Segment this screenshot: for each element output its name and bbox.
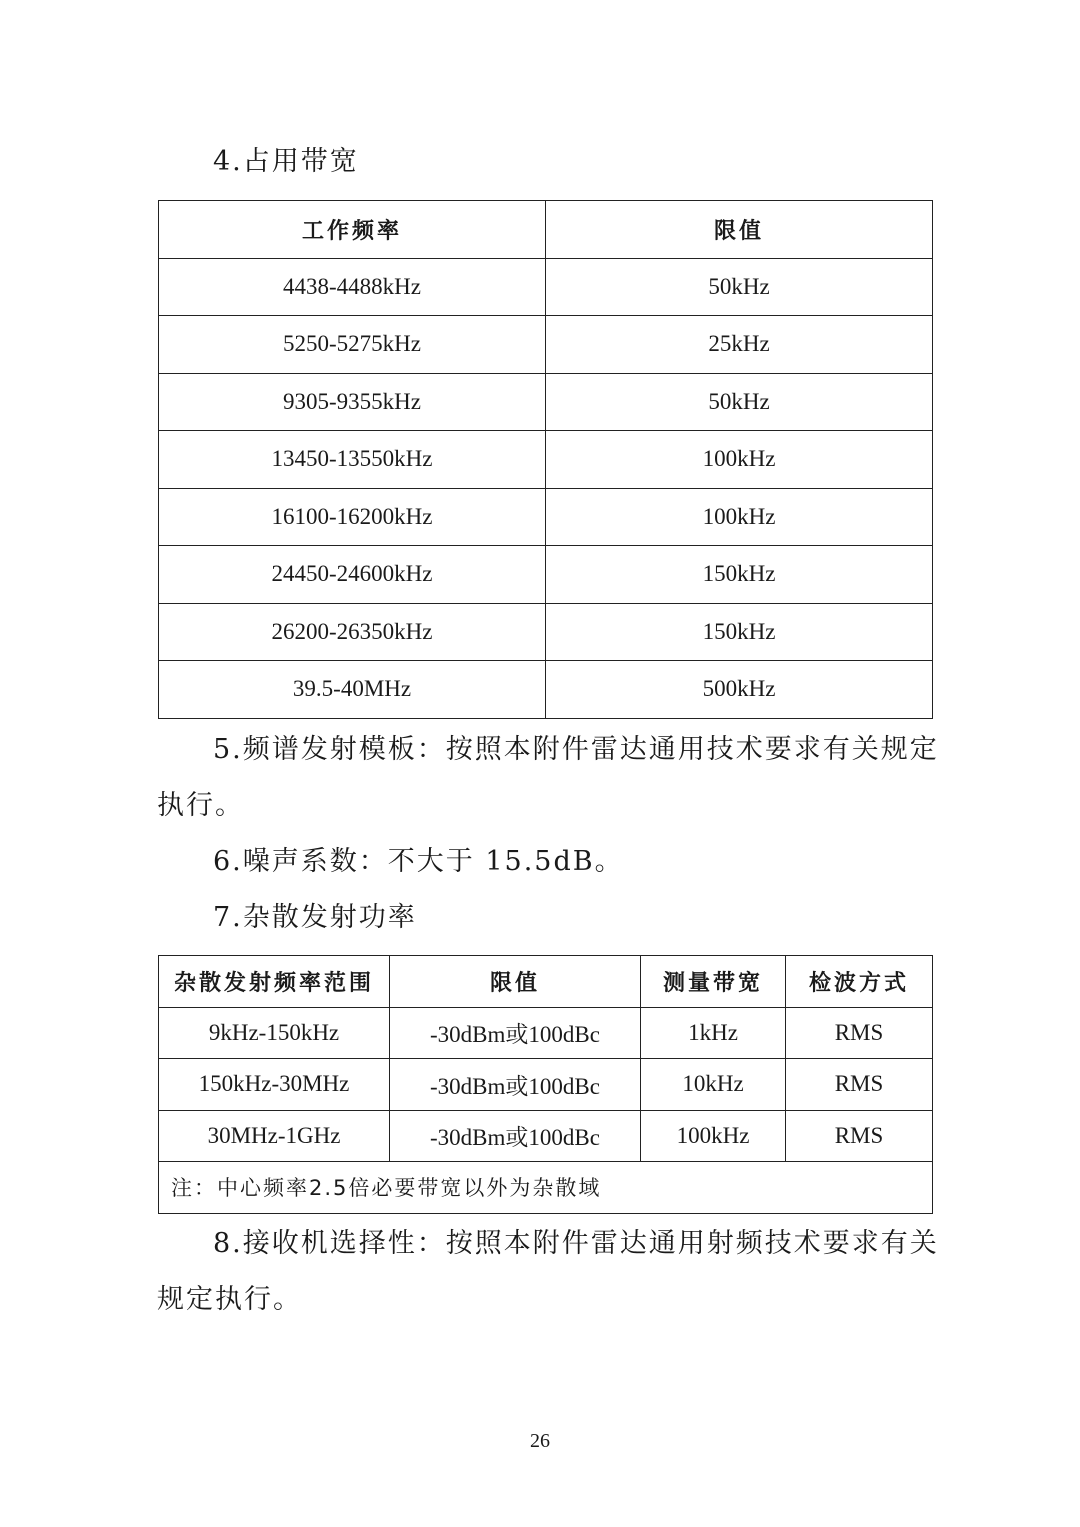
- frequency-cell: 9305-9355kHz: [159, 373, 546, 431]
- limit-cell: 50kHz: [546, 258, 933, 316]
- limit-cell: 500kHz: [546, 661, 933, 719]
- limit-cell: -30dBm或100dBc: [390, 1059, 641, 1111]
- table-row: [159, 316, 933, 374]
- table-header-row: [159, 201, 933, 259]
- table-row: [159, 431, 933, 489]
- limit-cell: -30dBm或100dBc: [390, 1007, 641, 1059]
- limit-cell: 150kHz: [546, 603, 933, 661]
- limit-cell: 150kHz: [546, 546, 933, 604]
- section-7-heading: 7.杂散发射功率: [213, 902, 417, 933]
- section-5-line-1: 5.频谱发射模板：按照本附件雷达通用技术要求有关规定: [213, 734, 939, 765]
- limit-cell: 50kHz: [546, 373, 933, 431]
- header-spurious-frequency-range: 杂散发射频率范围: [159, 956, 390, 1008]
- limit-cell: -30dBm或100dBc: [390, 1110, 641, 1162]
- frequency-cell: 26200-26350kHz: [159, 603, 546, 661]
- table-note: 注：中心频率2.5倍必要带宽以外为杂散域: [159, 1162, 933, 1214]
- frequency-cell: 13450-13550kHz: [159, 431, 546, 489]
- section-4-heading: 4.占用带宽: [213, 146, 359, 177]
- detection-mode-cell: RMS: [786, 1007, 933, 1059]
- header-limit: 限值: [390, 956, 641, 1008]
- table-row: [159, 1110, 933, 1162]
- frequency-cell: 24450-24600kHz: [159, 546, 546, 604]
- limit-cell: 100kHz: [546, 488, 933, 546]
- detection-mode-cell: RMS: [786, 1110, 933, 1162]
- section-5-line-2: 执行。: [157, 790, 244, 821]
- header-measurement-bandwidth: 测量带宽: [641, 956, 786, 1008]
- measurement-bandwidth-cell: 1kHz: [641, 1007, 786, 1059]
- table-row: [159, 546, 933, 604]
- table-note-row: [159, 1162, 933, 1214]
- limit-cell: 100kHz: [546, 431, 933, 489]
- occupied-bandwidth-table: [158, 200, 933, 719]
- table-row: [159, 258, 933, 316]
- detection-mode-cell: RMS: [786, 1059, 933, 1111]
- measurement-bandwidth-cell: 100kHz: [641, 1110, 786, 1162]
- measurement-bandwidth-cell: 10kHz: [641, 1059, 786, 1111]
- table-row: [159, 1007, 933, 1059]
- table-row: [159, 488, 933, 546]
- header-limit: 限值: [546, 201, 933, 259]
- frequency-cell: 16100-16200kHz: [159, 488, 546, 546]
- section-6-text: 6.噪声系数：不大于 15.5dB。: [213, 846, 624, 877]
- frequency-cell: 4438-4488kHz: [159, 258, 546, 316]
- limit-cell: 25kHz: [546, 316, 933, 374]
- header-operating-frequency: 工作频率: [159, 201, 546, 259]
- frequency-range-cell: 150kHz-30MHz: [159, 1059, 390, 1111]
- table-row: [159, 603, 933, 661]
- table-row: [159, 1059, 933, 1111]
- frequency-cell: 39.5-40MHz: [159, 661, 546, 719]
- frequency-range-cell: 30MHz-1GHz: [159, 1110, 390, 1162]
- frequency-cell: 5250-5275kHz: [159, 316, 546, 374]
- section-8-line-2: 规定执行。: [157, 1284, 302, 1315]
- table-row: [159, 661, 933, 719]
- table-row: [159, 373, 933, 431]
- frequency-range-cell: 9kHz-150kHz: [159, 1007, 390, 1059]
- header-detection-mode: 检波方式: [786, 956, 933, 1008]
- spurious-emission-table: [158, 955, 933, 1214]
- table-header-row: [159, 956, 933, 1008]
- section-8-line-1: 8.接收机选择性：按照本附件雷达通用射频技术要求有关: [213, 1228, 939, 1259]
- page-number: 26: [530, 1430, 550, 1452]
